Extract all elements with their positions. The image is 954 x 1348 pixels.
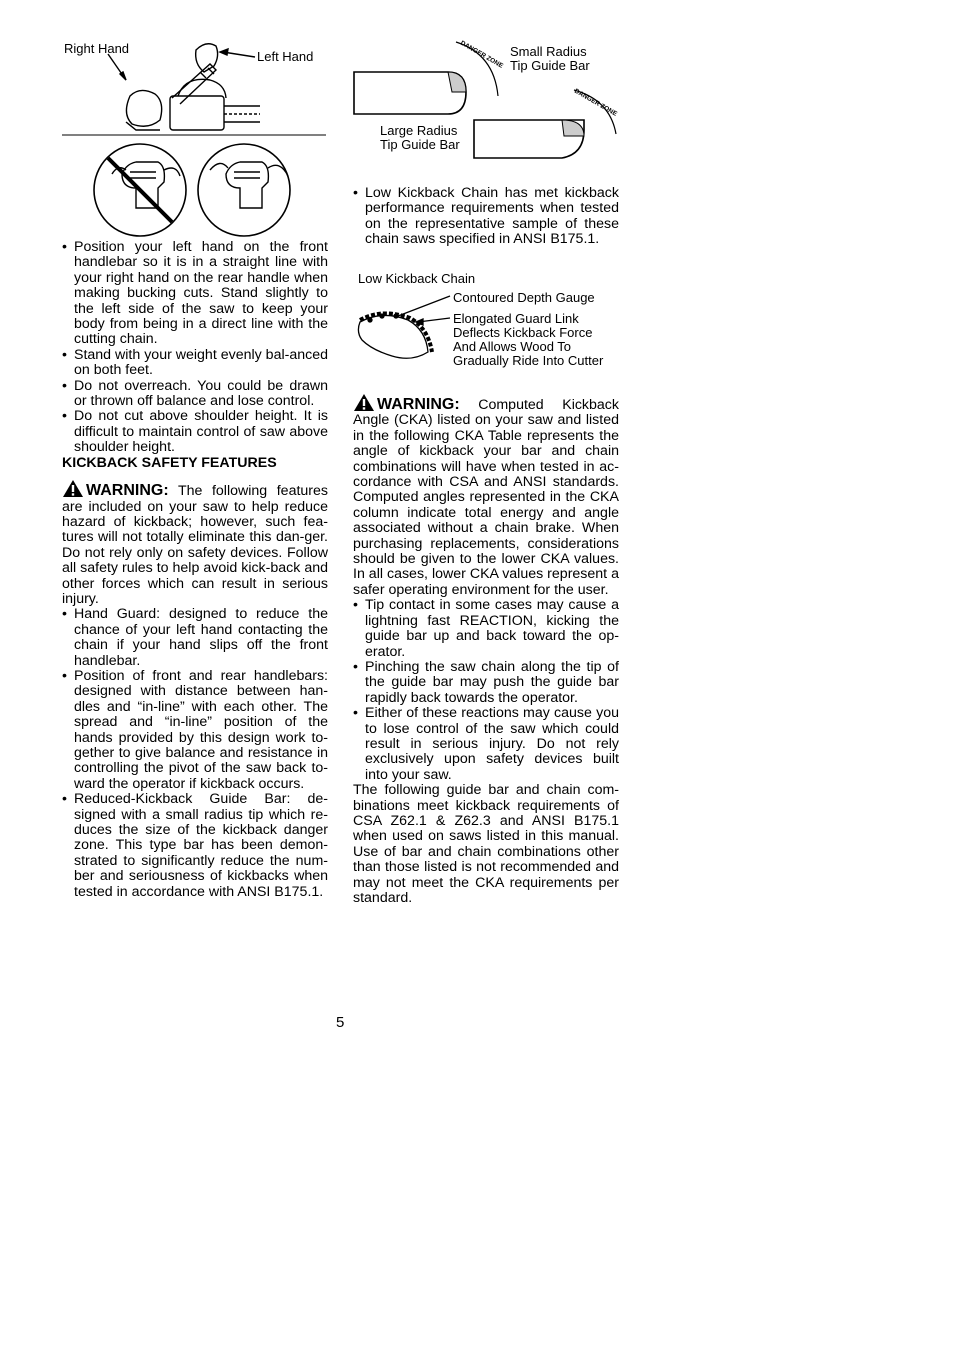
warning-text-right: Computed Kickback Angle (CKA) listed on your saw and listed in the following CKA Table represents the angle of kickback your bar and chain combinations will have when tested in ac-cordance with CSA and ANSI standards. Computed angles represented in the CKA column indicate total energy and angle associated without a chain brake. When purchasing replacements, considerations should be given to the lower CKA values. In all cases, lower CKA values represent a safer operating environment for the user.	[353, 397, 619, 598]
small-radius-line1: Small Radius	[510, 44, 587, 59]
right-hand-label: Right Hand	[64, 41, 130, 56]
bullet-stand-weight: • Stand with your weight evenly bal-anced on both feet.	[62, 348, 328, 379]
guard-link-label	[453, 312, 603, 368]
bullet-hand-guard: • Hand Guard: designed to reduce the chance of your left hand contacting the chain if your hand slips off the front handlebar.	[62, 607, 328, 669]
guard-link-line4: Gradually Ride Into Cutter	[453, 353, 604, 368]
warning-paragraph-left	[62, 479, 328, 607]
bullet-handlebars: • Position of front and rear handlebars: designed with distance between han-dles and “in-line” with each other. The spread and “in-line” position of the hands provided by this design work to-gether to give balance and resistance in controlling the pivot of the saw back to-ward the operator if kickback occurs.	[62, 669, 328, 792]
small-radius-line2: Tip Guide Bar	[510, 58, 590, 73]
guide-bar-diagram	[348, 34, 623, 164]
right-column	[353, 393, 619, 906]
warning-label-right: WARNING:	[377, 396, 460, 413]
danger-zone-text-small: DANGER ZONE	[459, 39, 505, 70]
kickback-feature-bullets	[62, 607, 328, 900]
page-number: 5	[336, 1014, 345, 1031]
bullet-shoulder-height: • Do not cut above shoulder height. It is difficult to maintain control of saw above shoulder height.	[62, 409, 328, 455]
guard-link-line3: And Allows Wood To	[453, 339, 572, 354]
bullet-pinching: • Pinching the saw chain along the tip of the guide bar may push the guide bar rapidly back towards the operator.	[353, 660, 619, 706]
warning-label: WARNING:	[86, 482, 169, 500]
guard-link-line1: Elongated Guard Link	[453, 311, 579, 326]
bullet-guide-bar: • Reduced-Kickback Guide Bar: de-signed with a small radius tip which re-duces the size of the kickback danger zone. This type bar has been demon-strated to significantly reduce the num-ber and seriousness of kickbacks when tested in accordance with ANSI B175.1.	[62, 792, 328, 900]
chain-bullet-block	[353, 186, 619, 248]
large-radius-line2: Tip Guide Bar	[380, 137, 460, 152]
bullet-low-kickback-chain: • Low Kickback Chain has met kickback performance requirements when tested on the representative sample of these chain saws specified in ANSI B175.1.	[353, 186, 619, 248]
closing-paragraph: The following guide bar and chain com-binations meet kickback requirements of CSA Z62.1 & Z62.3 and ANSI B175.1 when used on saws listed in this manual. Use of bar and chain combinations other than those listed is not recommended and may not meet the CKA requirements per standard.	[353, 782, 619, 906]
chain-illustration	[352, 292, 452, 366]
bullet-lose-control: • Either of these reactions may cause you to lose control of the saw which could result in serious injury. Do not rely exclusively upon safety devices built into your saw.	[353, 706, 619, 783]
bullet-overreach: • Do not overreach. You could be drawn or thrown off balance and lose control.	[62, 379, 328, 410]
bullet-tip-contact: • Tip contact in some cases may cause a lightning fast REACTION, kicking the guide bar up and back toward the op-erator.	[353, 598, 619, 660]
hand-position-bullets	[62, 240, 328, 456]
reaction-bullets	[353, 598, 619, 783]
warning-triangle-icon	[353, 393, 375, 412]
hand-position-illustration	[60, 36, 335, 241]
chain-title-label: Low Kickback Chain	[358, 271, 476, 286]
left-hand-label: Left Hand	[257, 49, 314, 64]
kickback-safety-heading: KICKBACK SAFETY FEATURES	[62, 454, 277, 471]
danger-zone-text-large: DANGER ZONE	[573, 87, 619, 118]
warning-text: The following features are included on your saw to help reduce hazard of kickback; however, such fea-tures will not totally eliminate this dan-ger. Do not rely only on safety devices. Follow all safety rules to help avoid kick-back and other forces which can result in serious injury.	[62, 483, 328, 607]
depth-gauge-label: Contoured Depth Gauge	[453, 290, 595, 305]
left-column	[62, 240, 328, 900]
large-radius-line1: Large Radius	[380, 123, 458, 138]
bullet-hand-position: • Position your left hand on the front handlebar so it is in a straight line with your right hand on the rear handle when making bucking cuts. Stand slightly to the left side of the saw to keep your body from being in a direct line with the cutting chain.	[62, 240, 328, 348]
warning-triangle-icon	[62, 479, 84, 498]
warning-paragraph-right	[353, 393, 619, 598]
guard-link-line2: Deflects Kickback Force	[453, 325, 593, 340]
